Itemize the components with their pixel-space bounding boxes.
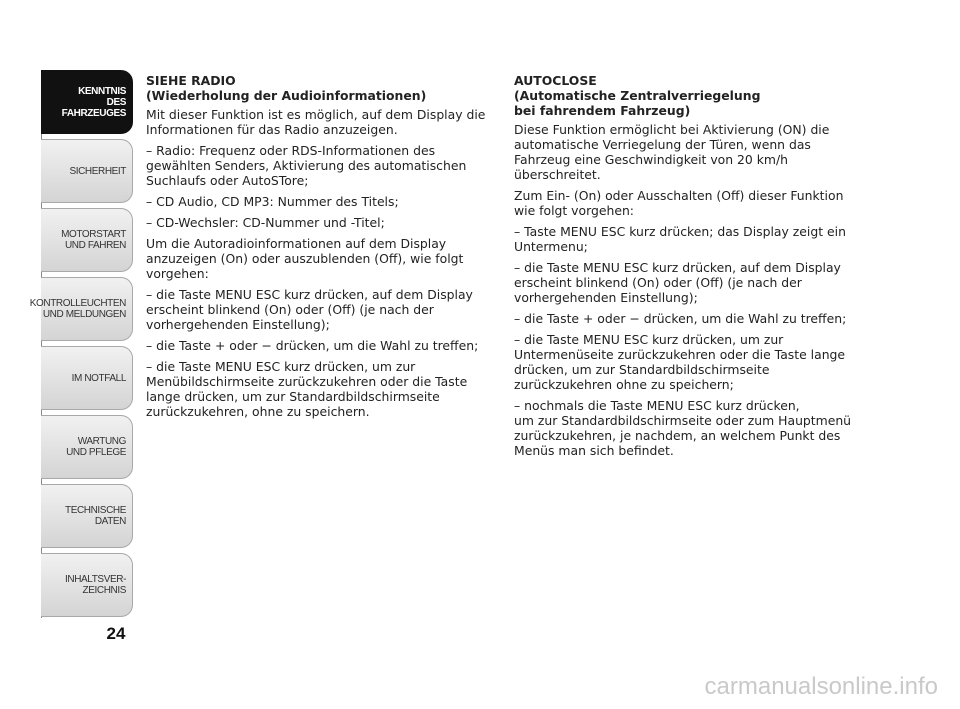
paragraph: Diese Funktion ermöglicht bei Aktivierung (ON) die automatische Verriegelung der Türen, wenn das Fahrzeug eine Geschwindigkeit von 20 km/h überschreitet. xyxy=(514,122,830,182)
list-item: – die Taste MENU ESC kurz drücken, auf dem Display erscheint blinkend (On) oder (Off) (je nach der vorhergehenden Einstellung); xyxy=(514,260,841,305)
list-item: – CD-Wechsler: CD-Nummer und -Titel; xyxy=(146,215,385,230)
left-column xyxy=(146,73,491,425)
tab-wartung-und-pflege[interactable]: WARTUNG UND PFLEGE xyxy=(41,415,133,479)
list-item: – die Taste MENU ESC kurz drücken, auf dem Display erscheint blinkend (On) oder (Off) (je nach der vorhergehenden Einstellung); xyxy=(146,287,473,332)
list-item: – die Taste + oder − drücken, um die Wahl zu treffen; xyxy=(514,311,847,326)
list-item: – nochmals die Taste MENU ESC kurz drücken, um zur Standardbildschirmseite oder zum Hauptmenü zurückzukehren, je nachdem, an welchem Punkt des Menüs man sich befindet. xyxy=(514,398,852,458)
tab-inhaltsverzeichnis[interactable]: INHALTSVER- ZEICHNIS xyxy=(41,553,133,617)
tab-technische-daten[interactable]: TECHNISCHE DATEN xyxy=(41,484,133,548)
list-item: – die Taste + oder − drücken, um die Wahl zu treffen; xyxy=(146,338,479,353)
tab-kontrolleuchten-und-meldungen[interactable]: KONTROLLEUCHTEN UND MELDUNGEN xyxy=(41,277,133,341)
section-heading-siehe-radio: SIEHE RADIO (Wiederholung der Audioinformationen) xyxy=(146,73,427,103)
watermark: carmanualsonline.info xyxy=(704,673,938,700)
list-item: – die Taste MENU ESC kurz drücken, um zur Menübildschirmseite zurückzukehren oder die Taste lange drücken, um zur Standardbildschirmseite zurückzukehren, ohne zu speichern. xyxy=(146,359,468,419)
tab-kenntnis-des-fahrzeuges[interactable]: KENNTNIS DES FAHRZEUGES xyxy=(41,70,133,134)
paragraph: Um die Autoradioinformationen auf dem Display anzuzeigen (On) oder auszublenden (Off), wie folgt vorgehen: xyxy=(146,236,464,281)
tab-motorstart-und-fahren[interactable]: MOTORSTART UND FAHREN xyxy=(41,208,133,272)
page-number: 24 xyxy=(106,624,126,643)
list-item: – Radio: Frequenz oder RDS-Informationen des gewählten Senders, Aktivierung des automatischen Suchlaufs oder AutoSTore; xyxy=(146,143,467,188)
tab-im-notfall[interactable]: IM NOTFALL xyxy=(41,346,133,410)
list-item: – CD Audio, CD MP3: Nummer des Titels; xyxy=(146,194,399,209)
section-heading-autoclose: AUTOCLOSE (Automatische Zentralverriegelung bei fahrendem Fahrzeug) xyxy=(514,73,761,118)
list-item: – Taste MENU ESC kurz drücken; das Display zeigt ein Untermenu; xyxy=(514,224,846,254)
right-column xyxy=(514,73,864,464)
tab-sicherheit[interactable]: SICHERHEIT xyxy=(41,139,133,203)
list-item: – die Taste MENU ESC kurz drücken, um zur Untermenüseite zurückzukehren oder die Taste lange drücken, um zur Standardbildschirmseite zurückzukehren ohne zu speichern; xyxy=(514,332,846,392)
paragraph: Zum Ein- (On) oder Ausschalten (Off) dieser Funktion wie folgt vorgehen: xyxy=(514,188,844,218)
paragraph: Mit dieser Funktion ist es möglich, auf dem Display die Informationen für das Radio anzuzeigen. xyxy=(146,107,486,137)
